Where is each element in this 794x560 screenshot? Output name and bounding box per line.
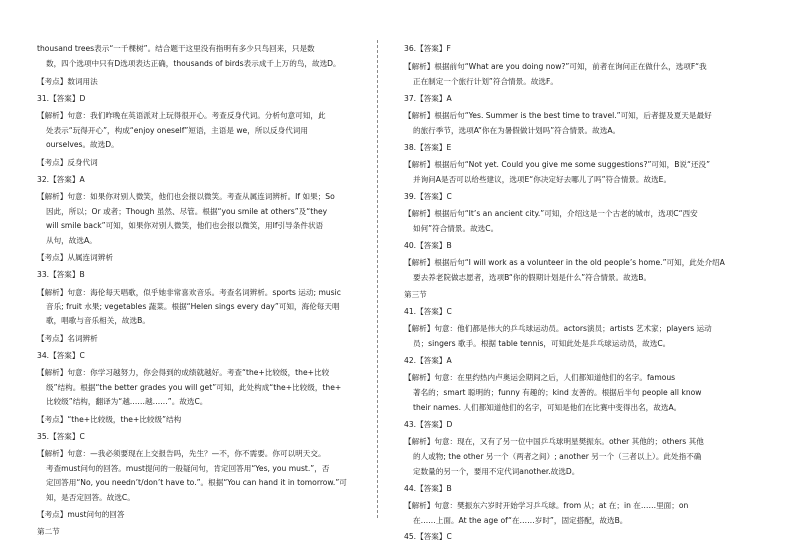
- text-line: 【解析】句意：现在，又有了另一位中国乒乓球明星樊振东。other 其他的；others 其他: [404, 437, 704, 446]
- text-line: 歌，唱歌与音乐相关，故选B。: [46, 316, 150, 325]
- text-line: 的旅行季节，选项A“你在为暑假做计划吗”符合情景。故选A。: [413, 126, 621, 135]
- text-line: 员；singers 歌手。根据 table tennis，可知此处是乒乓球运动员，故选C。: [413, 339, 671, 348]
- text-line: 知，是否定回答。故选C。: [46, 493, 135, 502]
- text-line: 33.【答案】B: [37, 270, 85, 279]
- text-line: 【解析】根据后句“Yes. Summer is the best time to travel.”可知，后者提及夏天是最好: [404, 111, 712, 120]
- text-line: 处表示“玩得开心”，构成“enjoy oneself”短语，主语是 we，所以反身代词用: [46, 126, 308, 135]
- section-heading: 第二节: [37, 527, 60, 536]
- text-line: thousand trees表示“一千棵树”。结合题干这里没有指明有多少只鸟回来，只是数: [37, 44, 315, 53]
- text-line: 比较级”结构，翻译为“越……越……”。故选C。: [46, 397, 208, 406]
- text-line: 【解析】句意：我们昨晚在英语派对上玩得很开心。考查反身代词。分析句意可知，此: [37, 111, 326, 120]
- text-line: 【解析】根据后句“It’s an ancient city.”可知，介绍这是一个古老的城市，选项C“西安: [404, 209, 698, 218]
- text-line: 【考点】反身代词: [37, 158, 98, 167]
- text-line: 并询问A是否可以给些建议，选项E“你决定好去哪儿了吗”符合情景。故选E。: [413, 175, 672, 184]
- text-line: 音乐; fruit 水果; vegetables 蔬菜。根据“Helen sings every day”可知，海伦每天唱: [46, 302, 340, 311]
- text-line: 【考点】数词用法: [37, 77, 98, 86]
- text-line: 【解析】句意：—我必须要现在上交报告吗，先生？—不，你不需要。你可以明天交。: [37, 449, 326, 458]
- text-line: 【考点】must问句的回答: [37, 510, 125, 519]
- text-line: 34.【答案】C: [37, 351, 85, 360]
- text-line: 44.【答案】B: [404, 484, 452, 493]
- text-line: 【解析】句意：你学习越努力，你会得到的成绩就越好。考查“the+比较级，the+比较: [37, 368, 330, 377]
- column-divider: [377, 40, 378, 518]
- text-line: 38.【答案】E: [404, 143, 452, 152]
- text-line: 【解析】句意：他们都是伟大的乒乓球运动员。actors演员；artists 艺术家；players 运动: [404, 324, 712, 333]
- text-line: 43.【答案】D: [404, 420, 453, 429]
- text-line: 【解析】句意：在里约热内卢奥运会期间之后，人们都知道他们的名字。famous: [404, 373, 676, 382]
- text-line: 31.【答案】D: [37, 94, 86, 103]
- text-line: 如何”符合情景。故选C。: [413, 224, 499, 233]
- text-line: ourselves。故选D。: [46, 140, 119, 149]
- text-line: 42.【答案】A: [404, 356, 452, 365]
- section-heading: 第三节: [404, 290, 427, 299]
- text-line: 39.【答案】C: [404, 192, 452, 201]
- text-line: 【解析】句意：樊振东六岁时开始学习乒乓球。from 从；at 在；in 在……里面；on: [404, 501, 689, 510]
- text-line: 37.【答案】A: [404, 94, 452, 103]
- text-line: 35.【答案】C: [37, 432, 85, 441]
- text-line: 【考点】从属连词辨析: [37, 253, 113, 262]
- text-line: 从句，故选A。: [46, 236, 97, 245]
- text-line: 41.【答案】C: [404, 307, 452, 316]
- text-line: their names. 人们都知道他们的名字，可知是他们在比赛中变得出名，故选A。: [413, 403, 682, 412]
- text-line: 40.【答案】B: [404, 241, 452, 250]
- text-line: 45.【答案】C: [404, 532, 452, 541]
- text-line: 32.【答案】A: [37, 175, 85, 184]
- text-line: 定数量的另一个，要用不定代词another.故选D。: [413, 467, 580, 476]
- text-line: 【解析】根据后句“I will work as a volunteer in the old people’s home.”可知，此处介绍A: [404, 258, 725, 267]
- text-line: 在……上面。At the age of“在……岁时”，固定搭配，故选B。: [413, 516, 628, 525]
- text-line: 【解析】句意：如果你对别人微笑，他们也会报以微笑。考查从属连词辨析。If 如果；So: [37, 192, 335, 201]
- text-line: 【解析】句意：海伦每天唱歌，似乎她非常喜欢音乐。考查名词辨析。sports 运动; music: [37, 288, 341, 297]
- text-line: 考查must问句的回答。must提问的一般疑问句，肯定回答用“Yes, you must.”，否: [46, 464, 330, 473]
- text-line: 正在制定一个旅行计划”符合情景。故选F。: [413, 77, 558, 86]
- text-line: 36.【答案】F: [404, 44, 451, 53]
- text-line: 【考点】“the+比较级，the+比较级”结构: [37, 415, 182, 424]
- text-line: will smile back”可知，如果你对别人微笑，他们也会报以微笑，用If引导条件状语: [46, 221, 324, 230]
- text-line: 【解析】根据前句“What are you doing now?”可知，前者在询问正在做什么，选项F“我: [404, 62, 707, 71]
- text-line: 著名的；smart 聪明的；funny 有趣的；kind 友善的。根据后半句 people all know: [413, 388, 702, 397]
- text-line: 要去养老院做志愿者，选项B“你的假期计划是什么”符合情景。故选B。: [413, 273, 652, 282]
- text-line: 级”结构。根据“the better grades you will get”可知，此处构成“the+比较级，the+: [46, 383, 342, 392]
- text-line: 【考点】名词辨析: [37, 334, 98, 343]
- text-line: 【解析】根据后句“Not yet. Could you give me some suggestions?”可知，B说“还没”: [404, 160, 711, 169]
- text-line: 因此，所以；Or 或者；Though 虽然、尽管。根据“you smile at others”及“they: [46, 207, 328, 216]
- text-line: 定回答用“No, you needn’t/don’t have to.”。根据“You can hand it in tomorrow.”可: [46, 478, 347, 487]
- text-line: 数，四个选项中只有D选项表达正确，thousands of birds表示成千上万的鸟，故选D。: [46, 59, 341, 68]
- text-line: 的人或物; the other 另一个（两者之间）; another 另一个（三者以上）。此处指不确: [413, 452, 702, 461]
